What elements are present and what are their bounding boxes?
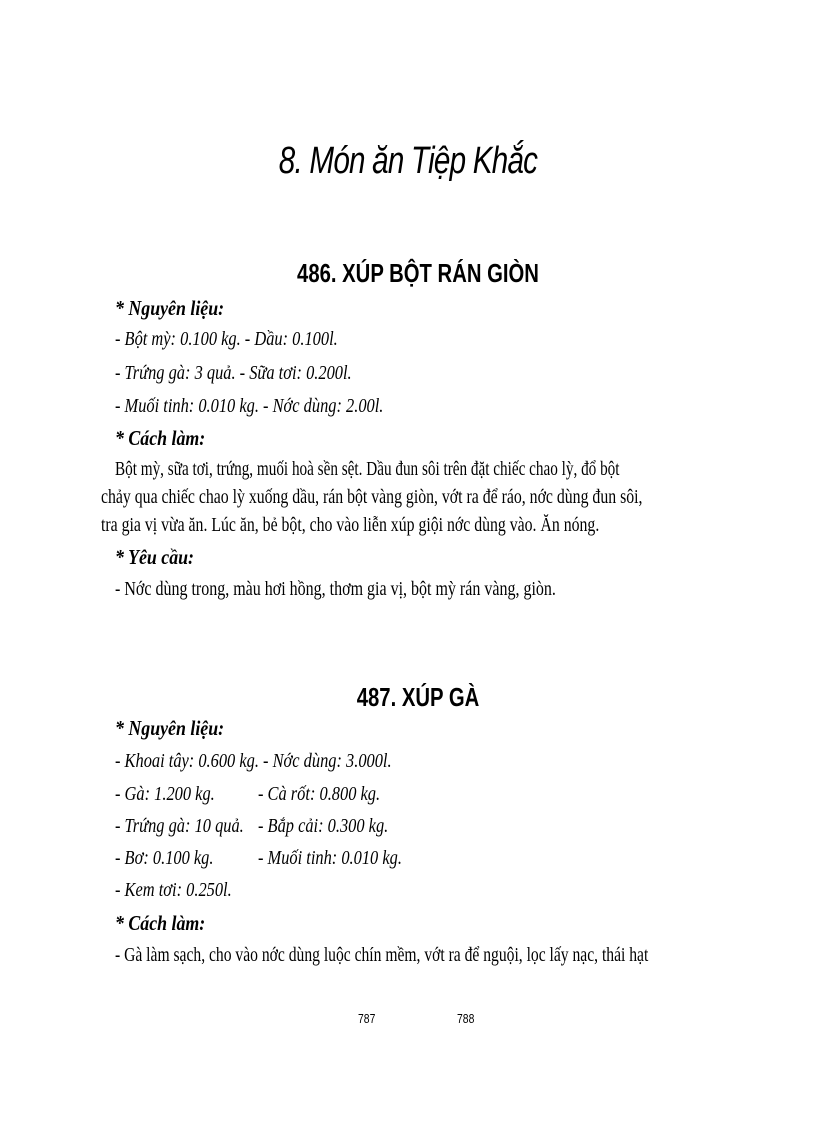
recipe-487-ingredient-line: - Bắp cải: 0.300 kg. (258, 815, 389, 837)
recipe-486-ingredient-line: - Bột mỳ: 0.100 kg. - Dầu: 0.100l. (115, 328, 338, 350)
recipe-487-title: 487. XÚP GÀ (356, 682, 480, 712)
recipe-487-method-heading: * Cách làm: (115, 911, 206, 935)
recipe-486-method-heading: * Cách làm: (115, 426, 206, 450)
recipe-487-ingredient-line: - Bơ: 0.100 kg. (115, 847, 214, 869)
recipe-486-requirement-heading: * Yêu cầu: (115, 545, 195, 569)
recipe-487-ingredient-line: - Kem tơi: 0.250l. (115, 879, 232, 901)
recipe-487-method-line: - Gà làm sạch, cho vào nớc dùng luộc chín mềm, vớt ra để nguội, lọc lấy nạc, thái hạt (115, 944, 649, 966)
recipe-486-ingredients-heading: * Nguyên liệu: (115, 296, 225, 320)
recipe-486-ingredient-line: - Trứng gà: 3 quả. - Sữa tơi: 0.200l. (115, 362, 352, 384)
recipe-487-ingredient-line: - Khoai tây: 0.600 kg. - Nớc dùng: 3.000l. (115, 750, 392, 772)
recipe-486-requirement: - Nớc dùng trong, màu hơi hồng, thơm gia vị, bột mỳ rán vàng, giòn. (115, 578, 556, 600)
page-number-right: 788 (457, 1011, 475, 1026)
recipe-487-ingredient-line: - Cà rốt: 0.800 kg. (258, 783, 381, 805)
recipe-487-ingredient-line: - Muối tinh: 0.010 kg. (258, 847, 402, 869)
recipe-486-method-line: Bột mỳ, sữa tơi, trứng, muối hoà sền sệt. Dầu đun sôi trên đặt chiếc chao lỳ, đổ bột (115, 458, 620, 480)
recipe-487-ingredients-heading: * Nguyên liệu: (115, 716, 225, 740)
page-number-left: 787 (358, 1011, 376, 1026)
recipe-487-ingredient-line: - Trứng gà: 10 quả. (115, 815, 244, 837)
recipe-486-title: 486. XÚP BỘT RÁN GIÒN (297, 258, 539, 288)
chapter-title: 8. Món ăn Tiệp Khắc (278, 140, 538, 182)
recipe-487-ingredient-line: - Gà: 1.200 kg. (115, 783, 215, 805)
recipe-486-ingredient-line: - Muối tinh: 0.010 kg. - Nớc dùng: 2.00l. (115, 395, 384, 417)
recipe-486-method-line: chảy qua chiếc chao lỳ xuống dầu, rán bột vàng giòn, vớt ra để ráo, nớc dùng đun sôi, (101, 486, 643, 508)
recipe-486-method-line: tra gia vị vừa ăn. Lúc ăn, bẻ bột, cho vào liễn xúp giội nớc dùng vào. Ăn nóng. (101, 514, 600, 536)
